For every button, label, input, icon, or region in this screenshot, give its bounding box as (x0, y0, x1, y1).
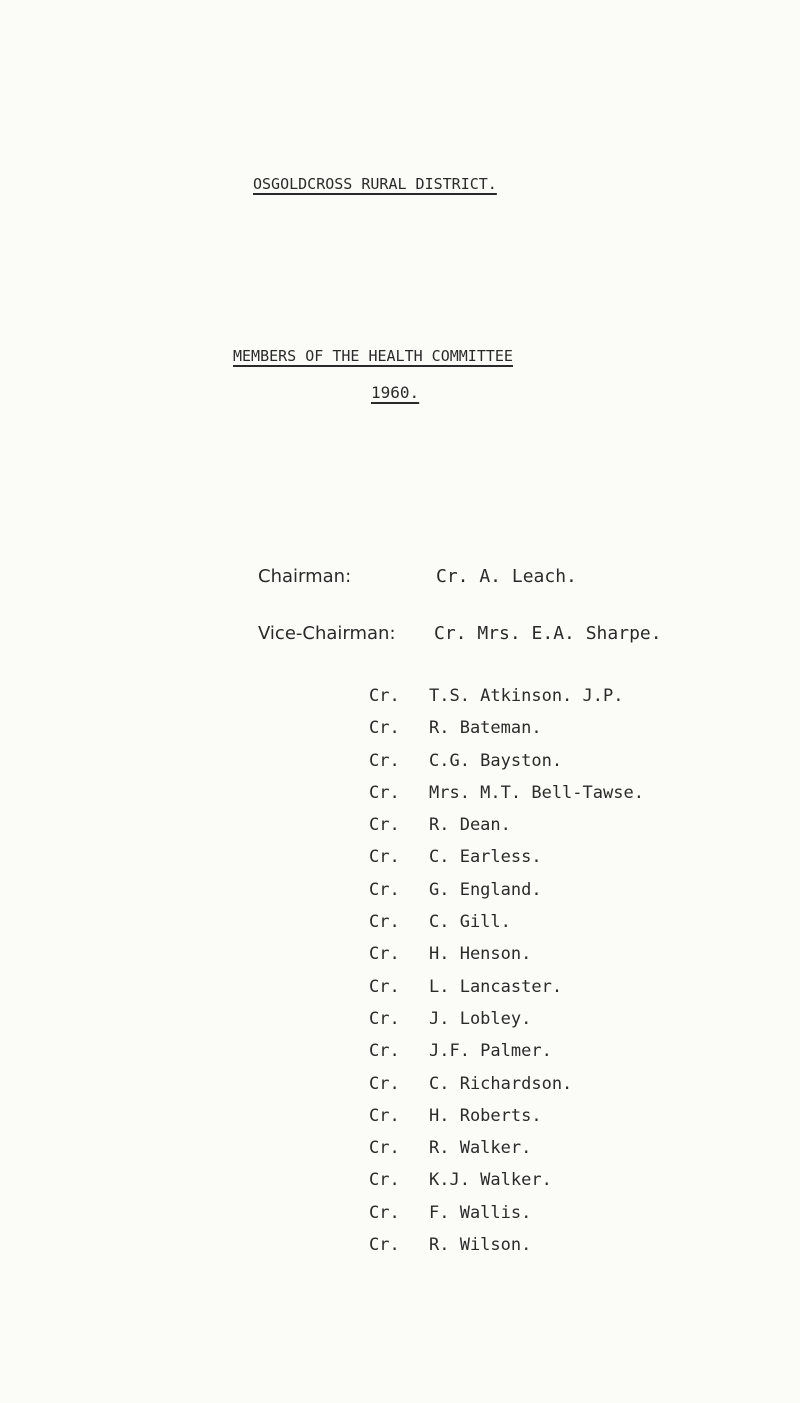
list-item (369, 1100, 644, 1132)
list-item (369, 841, 644, 873)
chairman-label: Chairman: (258, 566, 352, 587)
member-name: Mrs. M.T. Bell-Tawse. (429, 782, 644, 803)
list-item (369, 938, 644, 970)
list-item (369, 906, 644, 938)
list-item (369, 1132, 644, 1164)
member-name: R. Bateman. (429, 718, 542, 739)
member-title: Cr. (369, 1202, 400, 1223)
list-item (369, 1068, 644, 1100)
member-title: Cr. (369, 1105, 400, 1126)
chairman-row (258, 566, 577, 587)
list-item (369, 874, 644, 906)
list-item (369, 1164, 644, 1196)
member-title: Cr. (369, 1235, 400, 1256)
member-title: Cr. (369, 815, 400, 836)
member-title: Cr. (369, 944, 400, 965)
member-title: Cr. (369, 686, 400, 706)
member-name: J.F. Palmer. (429, 1041, 552, 1062)
member-name: C. Gill. (429, 912, 511, 933)
member-title: Cr. (369, 750, 400, 771)
member-name: K.J. Walker. (429, 1170, 552, 1191)
member-name: H. Henson. (429, 944, 532, 965)
list-item (369, 777, 644, 809)
member-name: H. Roberts. (429, 1105, 542, 1126)
member-name: G. England. (429, 879, 542, 900)
member-title: Cr. (369, 718, 400, 739)
member-title: Cr. (369, 1041, 400, 1062)
list-item (369, 1035, 644, 1067)
vice-chairman-label: Vice-Chairman: (258, 623, 396, 644)
member-title: Cr. (369, 976, 400, 997)
committee-title: MEMBERS OF THE HEALTH COMMITTEE (233, 347, 513, 365)
list-item (369, 1003, 644, 1035)
member-title: Cr. (369, 847, 400, 868)
member-title: Cr. (369, 782, 400, 803)
list-item (369, 1229, 644, 1261)
member-name: J. Lobley. (429, 1008, 532, 1029)
list-item (369, 680, 644, 712)
member-title: Cr. (369, 1008, 400, 1029)
member-title: Cr. (369, 1138, 400, 1159)
list-item (369, 712, 644, 744)
member-name: F. Wallis. (429, 1202, 532, 1223)
member-name: R. Dean. (429, 815, 511, 836)
district-title: OSGOLDCROSS RURAL DISTRICT. (253, 175, 497, 193)
member-list (369, 680, 644, 1261)
member-name: R. Walker. (429, 1138, 532, 1159)
list-item (369, 1197, 644, 1229)
chairman-name: Cr. A. Leach. (436, 566, 577, 587)
member-name: C. Earless. (429, 847, 542, 868)
member-name: C. Richardson. (429, 1073, 573, 1094)
list-item (369, 809, 644, 841)
member-title: Cr. (369, 912, 400, 933)
member-name: L. Lancaster. (429, 976, 563, 997)
list-item (369, 745, 644, 777)
member-name: C.G. Bayston. (429, 750, 563, 771)
member-title: Cr. (369, 1170, 400, 1191)
member-name: T.S. Atkinson. J.P. (429, 686, 624, 706)
list-item (369, 971, 644, 1003)
member-title: Cr. (369, 879, 400, 900)
member-title: Cr. (369, 1073, 400, 1094)
year-heading: 1960. (371, 383, 420, 402)
vice-chairman-name: Cr. Mrs. E.A. Sharpe. (434, 623, 662, 644)
vice-chairman-row (258, 623, 662, 644)
member-name: R. Wilson. (429, 1235, 532, 1256)
